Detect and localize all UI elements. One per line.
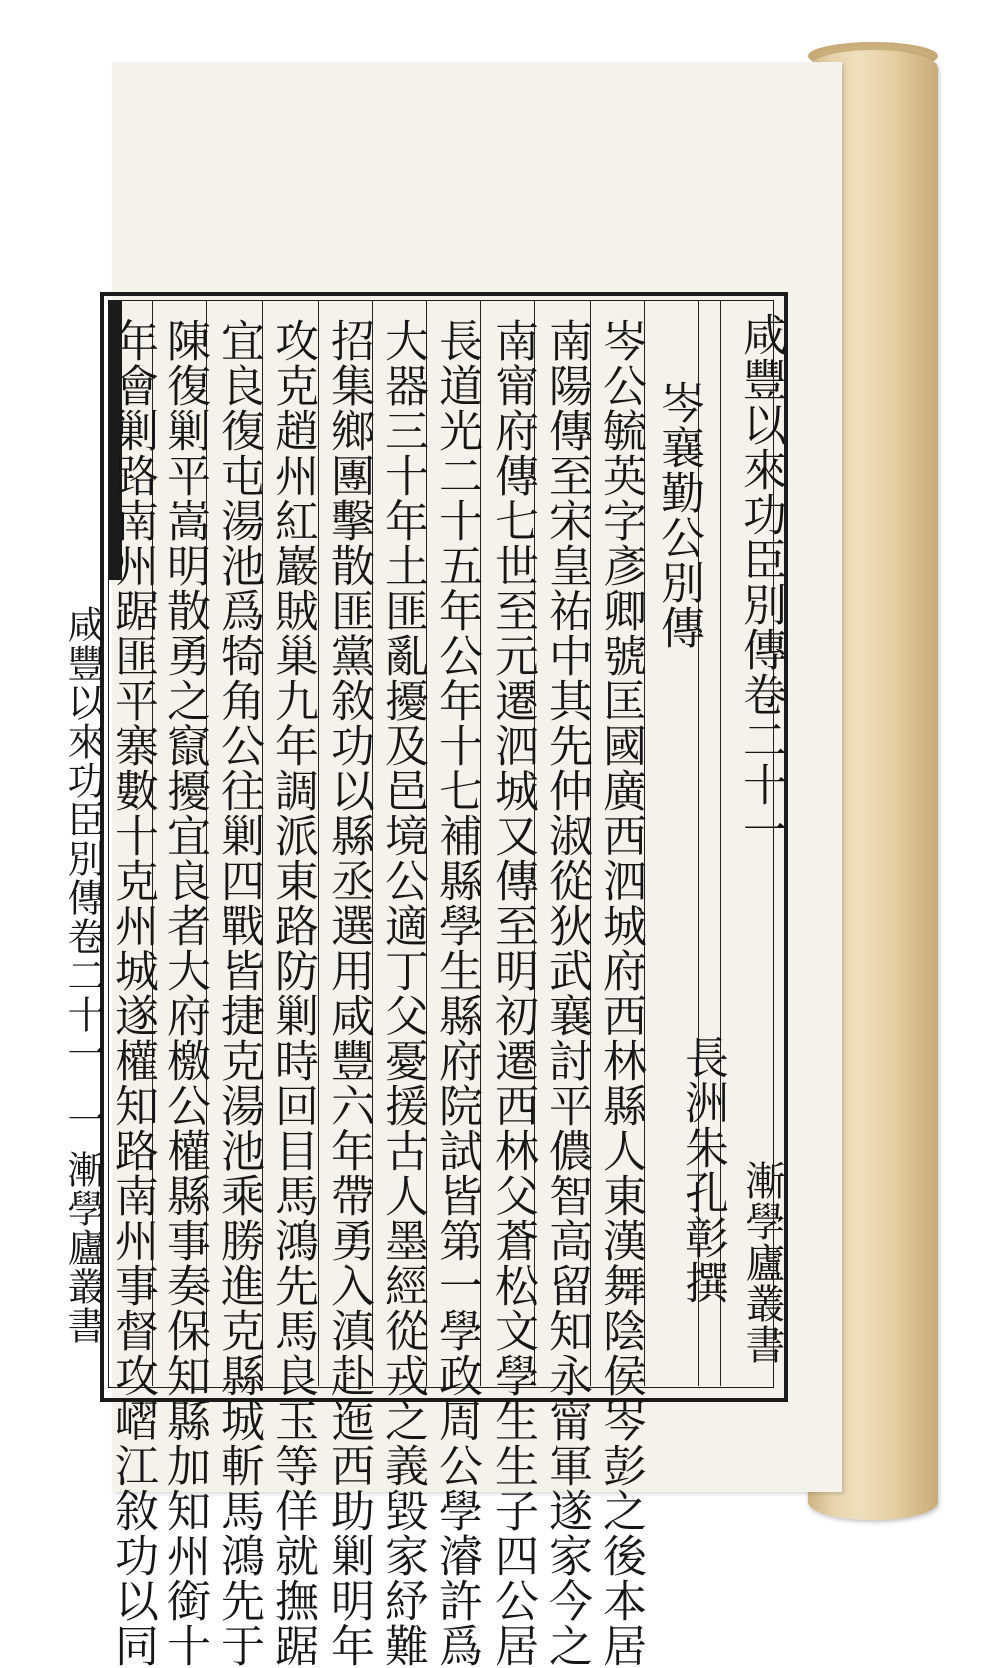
body-column: 南甯府傳七世至元遷泗城又傳至明初遷西林父蒼松文學生生子四公居 xyxy=(487,318,538,1668)
body-column: 招集鄉團擊散匪黨敘功以縣丞選用咸豐六年帶勇入滇赴迤西助剿明年 xyxy=(323,318,374,1668)
body-column: 大器三十年土匪亂擾及邑境公適丁父憂援古人墨經從戎之義毀家紓難 xyxy=(377,318,428,1668)
body-column: 宜良復屯湯池爲犄角公往剿四戰皆捷克湯池乘勝進克縣城斬馬鴻先于 xyxy=(213,318,264,1668)
fold-title: 咸豐以來功臣別傳卷二十一 xyxy=(61,605,105,1073)
fold-series-name: 漸學廬叢書 xyxy=(61,1150,105,1345)
column-rule xyxy=(318,300,319,1386)
fold-page-number: 一 xyxy=(61,1100,105,1139)
body-column: 陳復剿平嵩明散勇之竄擾宜良者大府檄公權縣事奏保知縣加知州銜十 xyxy=(159,318,210,1668)
author-line: 長洲朱孔彰撰 xyxy=(677,1035,728,1305)
article-title: 岑襄勤公別傳 xyxy=(653,380,704,650)
body-column: 長道光二十五年公年十七補縣學生縣府院試皆第一學政周公學濬許爲 xyxy=(431,318,482,1668)
book-title: 咸豐以來功臣別傳卷二十一 xyxy=(735,312,786,852)
series-name: 漸學廬叢書 xyxy=(739,1160,785,1365)
body-column: 年會剿路南州踞匪平寨數十克州城遂權知路南州事督攻嶍江敘功以同 xyxy=(107,318,158,1668)
body-column: 攻克趙州紅巖賊巢九年調派東路防剿時回目馬鴻先馬良玉等佯就撫踞 xyxy=(267,318,318,1668)
body-column: 岑公毓英字彥卿號匡國廣西泗城府西林縣人東漢舞陰侯岑彭之後本居 xyxy=(595,318,646,1668)
body-column: 南陽傳至宋皇祐中其先仲淑從狄武襄討平儂智高留知永甯軍遂家今之 xyxy=(541,318,592,1668)
